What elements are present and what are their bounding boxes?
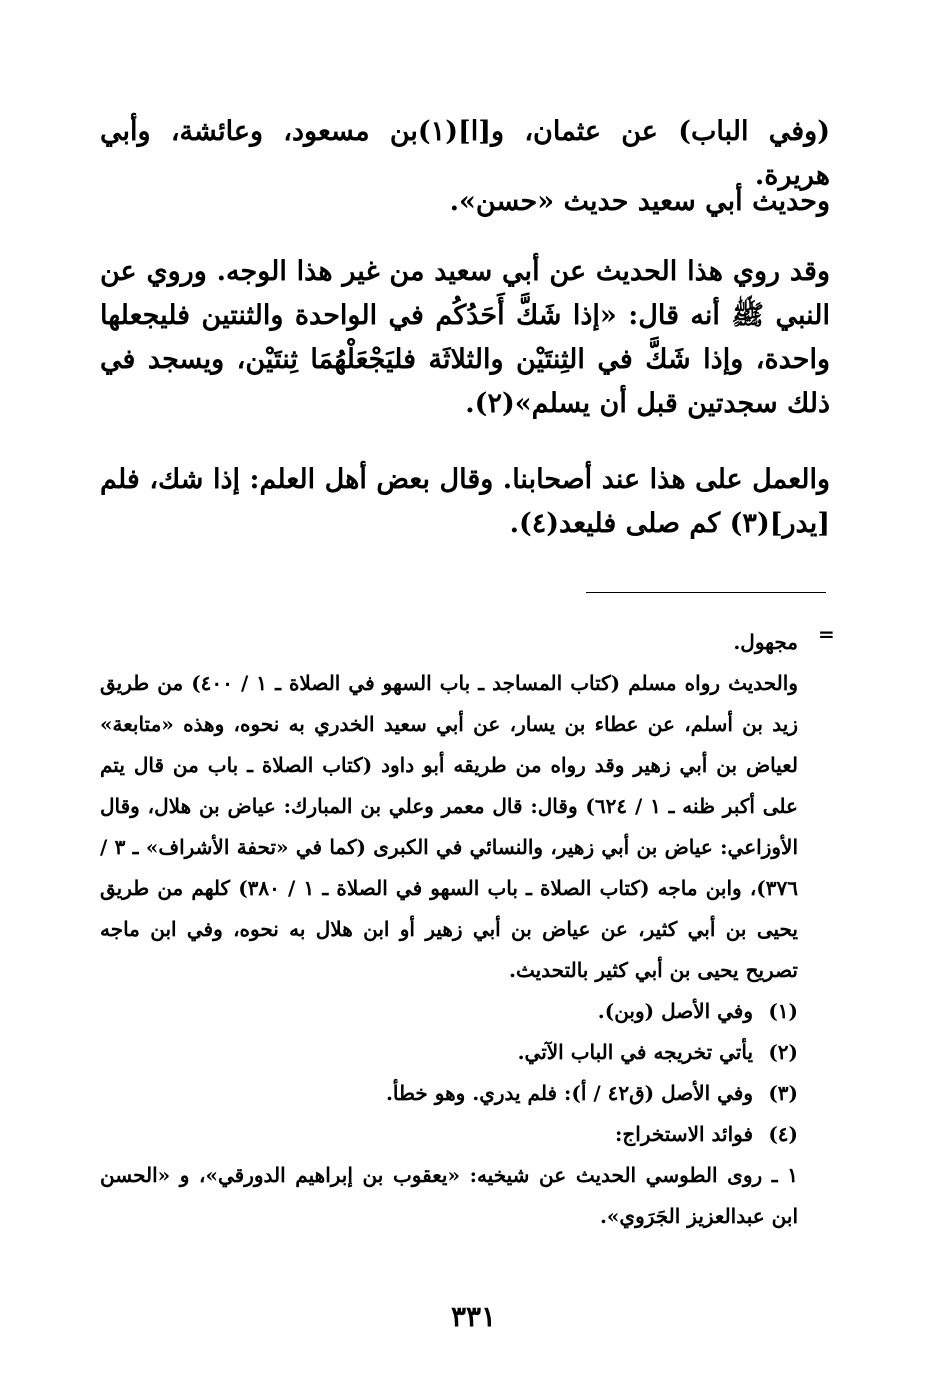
main-paragraph-1: (وفي الباب) عن عثمان، و[ا](١)بن مسعود، وعائشة، وأبي هريرة. (100, 116, 830, 191)
footnote-benefit-text: ١ ـ روى الطوسي الحديث عن شيخيه: «يعقوب بن إبراهيم الدورقي»، و «الحسن ابن عبدالعزيز الجَرَوي». (100, 1163, 798, 1228)
footnote-number: (٢) (768, 1040, 798, 1064)
footnote-continuation-line-1: مجهول. (733, 630, 798, 654)
footnote-item-2 (100, 1032, 798, 1073)
footnote-text: وفي الأصل (ق٤٢ / أ): فلم يدري. وهو خطأ. (385, 1081, 754, 1105)
main-paragraph-3: وقد روي هذا الحديث عن أبي سعيد من غير هذا الوجه. وروي عن النبي ﷺ أنه قال: «إذا شَكَّ أَحَدُكُم في الواحدة والثنتين فليجعلها واحدة، وإذا شَكَّ في الثِنتَيْن والثلاثَة فليَجْعَلْهُمَا ثِنتَيْن، ويسجد في ذلك سجدتين قبل أن يسلم»(٢). (100, 256, 830, 419)
footnote-number: (٣) (768, 1081, 798, 1105)
page-number: ٣٣١ (450, 1300, 497, 1333)
main-paragraph-4: والعمل على هذا عند أصحابنا. وقال بعض أهل العلم: إذا شك، فلم [يدر](٣) كم صلى فليعد(٤). (100, 464, 830, 539)
footnotes (100, 622, 798, 1237)
footnote-item-3 (100, 1073, 798, 1114)
footnote-number: (١) (768, 999, 798, 1023)
footnote-continuation-line-2: والحديث رواه مسلم (كتاب المساجد ـ باب السهو في الصلاة ـ ١ / ٤٠٠) من طريق زيد بن أسلم، عن عطاء بن يسار، عن أبي سعيد الخدري به نحوه، وهذه «متابعة» لعياض بن أبي زهير وقد رواه من طريقه أبو داود (كتاب الصلاة ـ باب من قال يتم على أكبر ظنه ـ ١ / ٦٢٤) وقال: قال معمر وعلي بن المبارك: عياض بن هلال، وقال الأوزاعي: عياض بن أبي زهير، والنسائي في الكبرى (كما في «تحفة الأشراف» ـ ٣ / ٣٧٦)، وابن ماجه (كتاب الصلاة ـ باب السهو في الصلاة ـ ١ / ٣٨٠) كلهم من طريق يحيى بن أبي كثير، عن عياض بن أبي زهير أو ابن هلال به نحوه، وفي ابن ماجه تصريح يحيى بن أبي كثير بالتحديث. (100, 671, 798, 982)
footnote-text: يأتي تخريجه في الباب الآتي. (517, 1040, 754, 1064)
footnote-separator (586, 592, 826, 593)
footnote-item-1 (100, 991, 798, 1032)
footnote-text: فوائد الاستخراج: (615, 1122, 754, 1146)
footnote-number: (٤) (768, 1122, 798, 1146)
footnote-item-4 (100, 1114, 798, 1155)
main-paragraph-2: وحديث أبي سعيد حديث «حسن». (449, 186, 830, 217)
footnote-continuation-mark: = (818, 622, 835, 646)
footnote-text: وفي الأصل (وبن). (597, 999, 754, 1023)
